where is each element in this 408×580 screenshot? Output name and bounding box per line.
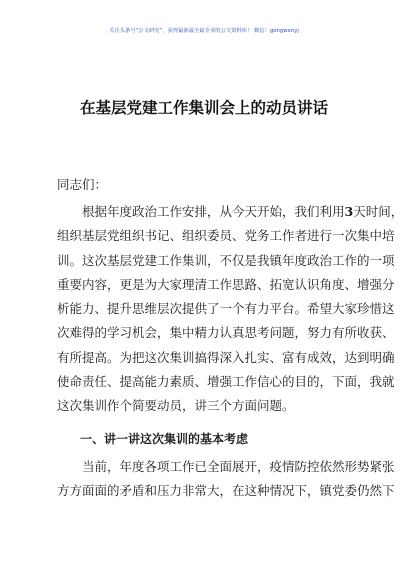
paragraph-1: [57, 200, 404, 419]
paragraph-2: [57, 455, 395, 504]
paragraph-1-line-4: 重要内容，更是为大家理清工作思路、拓宽认识角度、增强分: [57, 276, 395, 292]
salutation: 同志们：: [57, 177, 108, 192]
paragraph-1-line-2: 组织基层党组织书记、组织委员、党务工作者进行一次集中培: [57, 228, 395, 244]
paragraph-2-line-1: 当前，年度各项工作已全面展开，疫情防控依然形势紧张: [82, 459, 395, 474]
paragraph-1-line-9: 这次集训作个简要动员，讲三个方面问题。: [57, 398, 295, 414]
paragraph-1-line-7: 有所提高。为把这次集训搞得深入扎实、富有成效，达到明确: [57, 349, 395, 365]
paragraph-1-line-3: 训。这次基层党建工作集训，不仅是我镇年度政治工作的一项: [57, 252, 395, 268]
section-heading: 一、讲一讲这次集训的基本考虑: [80, 432, 249, 446]
paragraph-1-line-8: 使命责任、提高能力素质、增强工作信心的目的，下面，我就: [57, 374, 395, 390]
paragraph-1-line-1: 根据年度政治工作安排，从今天开始，我们利用3天时间，: [82, 204, 404, 219]
paragraph-2-line-2: 方方面面的矛盾和压力非常大，在这种情况下，镇党委仍然下: [57, 483, 395, 499]
emphasis-number: 3: [344, 204, 354, 219]
paragraph-1-line-6: 次难得的学习机会，集中精力认真思考问题，努力有所收获、: [57, 325, 395, 341]
paragraph-1-line-5: 析能力、提升思维层次提供了一个有力平台。希望大家珍惜这: [57, 301, 395, 317]
header-note: 关注头条号“公文研究”，获得最新最全最专业的公文资料库！ 微信：gongwenyj: [109, 28, 299, 34]
document-title: 在基层党建工作集训会上的动员讲话: [79, 99, 328, 117]
